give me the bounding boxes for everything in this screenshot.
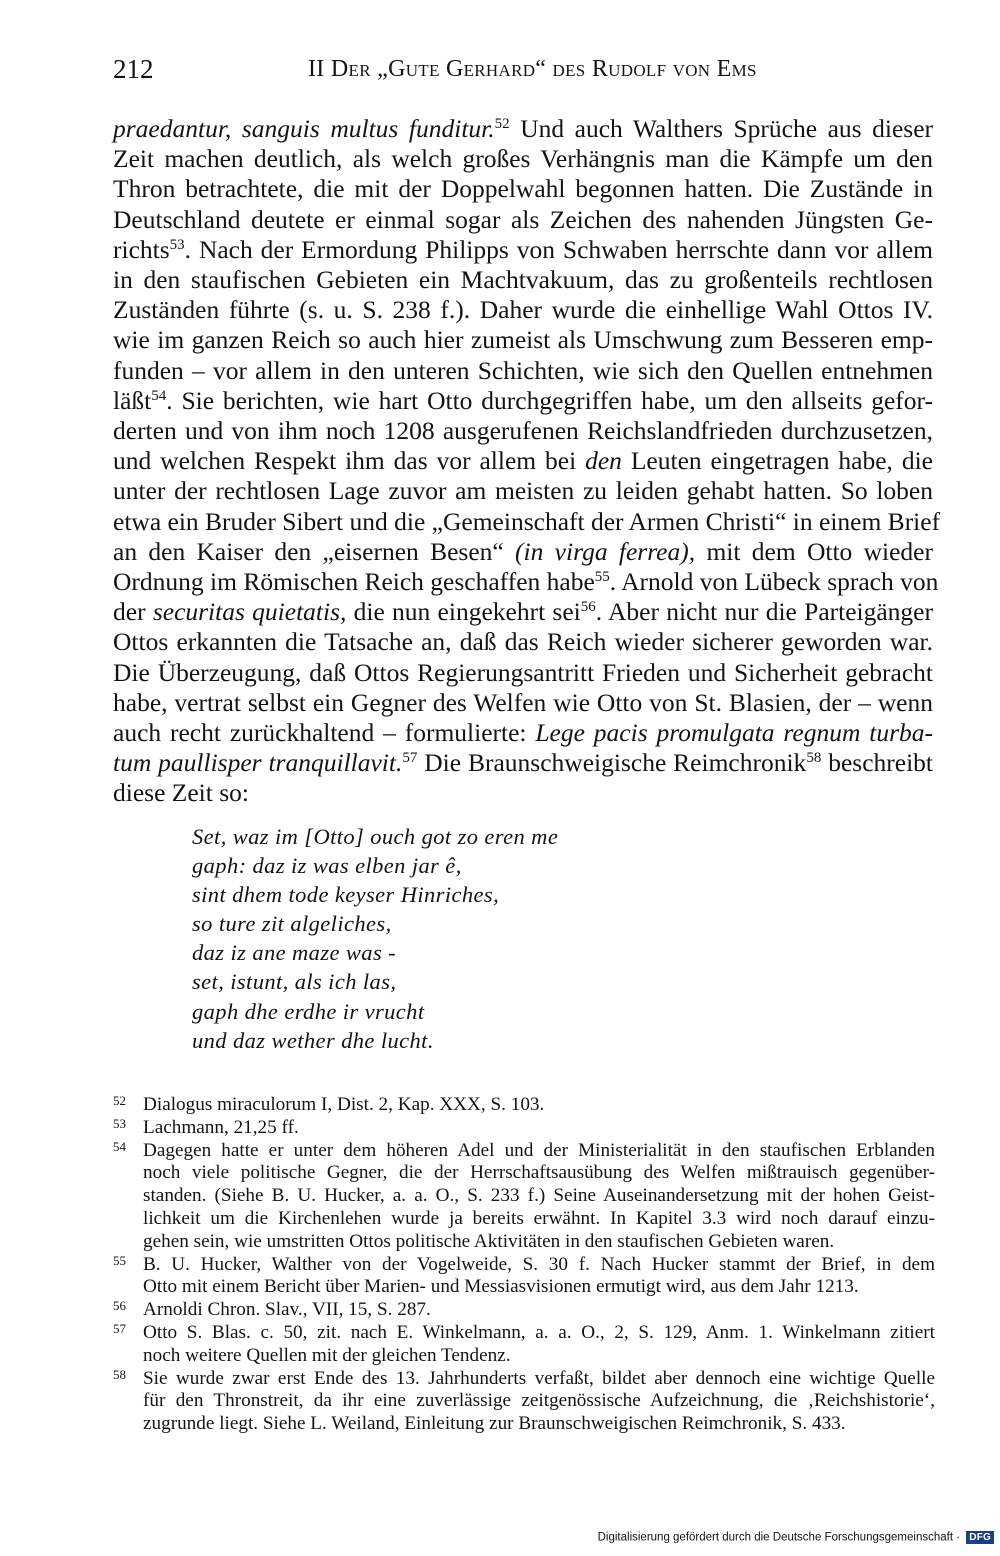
text-line bbox=[113, 114, 933, 144]
footnote-line: B. U. Hucker, Walther von der Vogelweide, S. 30 f. Nach Hucker stammt der Brief, in dem bbox=[143, 1253, 935, 1275]
footnote-line: Dagegen hatte er unter dem höheren Adel und der Ministerialität in den staufischen Erblanden bbox=[143, 1139, 935, 1161]
footnote-line: Dialogus miraculorum I, Dist. 2, Kap. XXX, S. 103. bbox=[143, 1094, 545, 1115]
footnote-number: 54 bbox=[113, 1138, 126, 1154]
text-span: Die Braunschweigische Reimchronik bbox=[417, 748, 807, 778]
footnote-line: Otto S. Blas. c. 50, zit. nach E. Winkelmann, a. a. O., 2, S. 129, Anm. 1. Winkelmann zitiert bbox=[143, 1321, 935, 1343]
footnote-number: 55 bbox=[113, 1252, 126, 1268]
text-span: und welchen Respekt ihm das vor allem bei bbox=[113, 446, 586, 476]
footnote-number: 56 bbox=[113, 1298, 126, 1314]
latin-quote: Lege pacis promulgata regnum turba- bbox=[535, 718, 933, 748]
text-line bbox=[113, 235, 933, 265]
text-line bbox=[113, 718, 933, 748]
text-line: Thron betrachtete, die mit der Doppelwahl begonnen hatten. Die Zustände in bbox=[113, 174, 933, 204]
footnote-58 bbox=[113, 1368, 935, 1436]
footer-separator: · bbox=[956, 1531, 961, 1544]
page-header bbox=[113, 54, 933, 88]
latin-quote: tum paullisper tranquillavit. bbox=[113, 748, 403, 778]
page-number: 212 bbox=[113, 54, 154, 84]
text-span: beschreibt bbox=[821, 748, 934, 778]
verse-line: und daz wether dhe lucht. bbox=[192, 1027, 434, 1053]
latin-quote: securitas quietatis, bbox=[152, 597, 347, 627]
footnote-ref: 54 bbox=[151, 387, 167, 404]
running-head: II Der „Gute Gerhard“ des Rudolf von Ems bbox=[308, 56, 757, 82]
footnote-ref: 55 bbox=[594, 569, 610, 586]
funding-footer bbox=[598, 1531, 994, 1547]
footnote-line: gehen sein, wie umstritten Ottos politische Aktivitäten in den staufischen Gebieten waren. bbox=[143, 1230, 835, 1252]
footnote-57 bbox=[113, 1322, 935, 1368]
footnote-line: lichkeit um die Kirchenlehen wurde ja bereits erwähnt. In Kapitel 3.3 wird noch darauf einzu- bbox=[143, 1207, 935, 1229]
text-span: . Arnold von Lübeck sprach von bbox=[609, 567, 939, 597]
text-span: an den Kaiser den „eisernen Besen“ bbox=[113, 536, 516, 566]
footnote-55 bbox=[113, 1254, 935, 1300]
footnote-ref: 56 bbox=[580, 599, 596, 616]
text-line: Ottos erkannten die Tatsache an, daß das Reich wieder sicherer geworden war. bbox=[113, 627, 933, 657]
footnote-number: 58 bbox=[113, 1366, 126, 1382]
text-span: . Sie berichten, wie hart Otto durchgegriffen habe, um den allseits gefor- bbox=[166, 385, 933, 415]
footer-text: Digitalisierung gefördert durch die Deutsche Forschungsgemeinschaft bbox=[597, 1531, 954, 1544]
text-line: in den staufischen Gebieten ein Machtvakuum, das zu großenteils rechtlosen bbox=[113, 265, 933, 295]
text-line bbox=[113, 537, 933, 567]
text-line bbox=[113, 748, 933, 778]
text-line: diese Zeit so: bbox=[113, 778, 249, 808]
text-line bbox=[113, 446, 933, 476]
footnote-line: standen. (Siehe B. U. Hucker, a. a. O., S. 233 f.) Seine Auseinandersetzung mit der hohen Geist- bbox=[143, 1185, 935, 1207]
verse-line: set, istunt, als ich las, bbox=[192, 969, 397, 995]
text-line: derten und von ihm noch 1208 ausgerufenen Reichslandfrieden durchzusetzen, bbox=[113, 416, 933, 446]
text-line: Zeit machen deutlich, als welch großes Verhängnis man die Kämpfe um den bbox=[113, 144, 933, 174]
footnotes bbox=[113, 1094, 935, 1436]
text-line bbox=[113, 567, 939, 597]
main-text bbox=[113, 114, 941, 809]
footnote-line: noch viele politische Gegner, die der Herrschaftsausübung des Welfen mißtrauisch gegenüber- bbox=[143, 1162, 935, 1184]
footnote-ref: 52 bbox=[494, 116, 510, 132]
text-span: . Aber nicht nur die Parteigänger bbox=[595, 597, 933, 627]
latin-quote: (in virga ferrea), bbox=[515, 536, 696, 566]
text-span: läßt bbox=[113, 385, 152, 415]
text-span: auch recht zurückhaltend – formulierte: bbox=[113, 718, 536, 748]
footnote-number: 52 bbox=[113, 1093, 126, 1108]
footnote-54 bbox=[113, 1140, 935, 1254]
footnote-ref: 53 bbox=[169, 236, 185, 253]
footnote-line: Sie wurde zwar erst Ende des 13. Jahrhunderts verfaßt, bildet aber dennoch eine wichtige Quelle bbox=[143, 1367, 935, 1389]
footnote-52 bbox=[113, 1094, 935, 1117]
text-span: Und auch Walthers Sprüche aus dieser bbox=[509, 114, 933, 143]
footnote-53 bbox=[113, 1117, 935, 1140]
footnote-56 bbox=[113, 1299, 935, 1322]
verse-line: daz iz ane maze was - bbox=[192, 940, 397, 966]
verse-line: so ture zit algeliches, bbox=[192, 911, 392, 937]
text-span: die nun eingekehrt sei bbox=[346, 597, 581, 627]
verse-line: gaph: daz iz was elben jar ê, bbox=[192, 853, 462, 879]
text-span: Leuten eingetragen habe, die bbox=[621, 446, 933, 476]
text-span: mit dem Otto wieder bbox=[695, 536, 933, 566]
footnote-number: 57 bbox=[113, 1320, 126, 1336]
text-line bbox=[113, 386, 933, 416]
footnote-line: Lachmann, 21,25 ff. bbox=[143, 1116, 299, 1138]
text-line bbox=[113, 597, 933, 627]
text-line: Deutschland deutete er einmal sogar als Zeichen des nahenden Jüngsten Ge- bbox=[113, 204, 933, 234]
text-line: wie im ganzen Reich so auch hier zumeist als Umschwung zum Besseren emp- bbox=[113, 325, 933, 355]
footnote-line: zugrunde liegt. Siehe L. Weiland, Einleitung zur Braunschweigischen Reimchronik, S. 433. bbox=[143, 1413, 846, 1435]
text-line: unter der rechtlosen Lage zuvor am meisten zu leiden gehabt hatten. So loben bbox=[113, 476, 933, 506]
text-line: habe, vertrat selbst ein Gegner des Welfen wie Otto von St. Blasien, der – wenn bbox=[113, 687, 933, 717]
text-span: richts bbox=[113, 234, 170, 264]
footnote-line: Arnoldi Chron. Slav., VII, 15, S. 287. bbox=[143, 1299, 431, 1321]
footnote-ref: 58 bbox=[806, 750, 822, 767]
footnote-line: für den Thronstreit, da ihr eine zuverlässige zeitgenössische Aufzeichnung, die ‚Reichshistorie‘, bbox=[143, 1390, 935, 1412]
text-line: Zuständen führte (s. u. S. 238 f.). Daher wurde die einhellige Wahl Ottos IV. bbox=[113, 295, 933, 325]
emphasis: den bbox=[585, 446, 622, 476]
text-span: . Nach der Ermordung Philipps von Schwaben herrschte dann vor allem bbox=[184, 234, 933, 264]
verse-quote bbox=[192, 822, 692, 1055]
text-line: etwa ein Bruder Sibert und die „Gemeinschaft der Armen Christi“ in einem Brief bbox=[113, 506, 941, 536]
footnote-line: Otto mit einem Bericht über Marien- und Messiasvisionen ermutigt wird, aus dem Jahr 1213. bbox=[143, 1276, 859, 1298]
verse-line: gaph dhe erdhe ir vrucht bbox=[192, 998, 425, 1024]
footnote-ref: 57 bbox=[402, 750, 418, 767]
latin-quote: praedantur, sanguis multus funditur. bbox=[113, 114, 495, 143]
text-line: Die Überzeugung, daß Ottos Regierungsantritt Frieden und Sicherheit gebracht bbox=[113, 657, 933, 687]
verse-line: Set, waz im [Otto] ouch got zo eren me bbox=[192, 824, 559, 849]
dfg-logo-icon: DFG bbox=[966, 1531, 994, 1544]
text-line: funden – vor allem in den unteren Schichten, wie sich den Quellen entnehmen bbox=[113, 355, 933, 385]
text-span: der bbox=[113, 597, 153, 627]
footnote-line: noch weitere Quellen mit der gleichen Tendenz. bbox=[143, 1344, 511, 1366]
text-span: Ordnung im Römischen Reich geschaffen habe bbox=[113, 567, 595, 597]
footnote-number: 53 bbox=[113, 1115, 126, 1131]
verse-line: sint dhem tode keyser Hinriches, bbox=[192, 882, 500, 908]
